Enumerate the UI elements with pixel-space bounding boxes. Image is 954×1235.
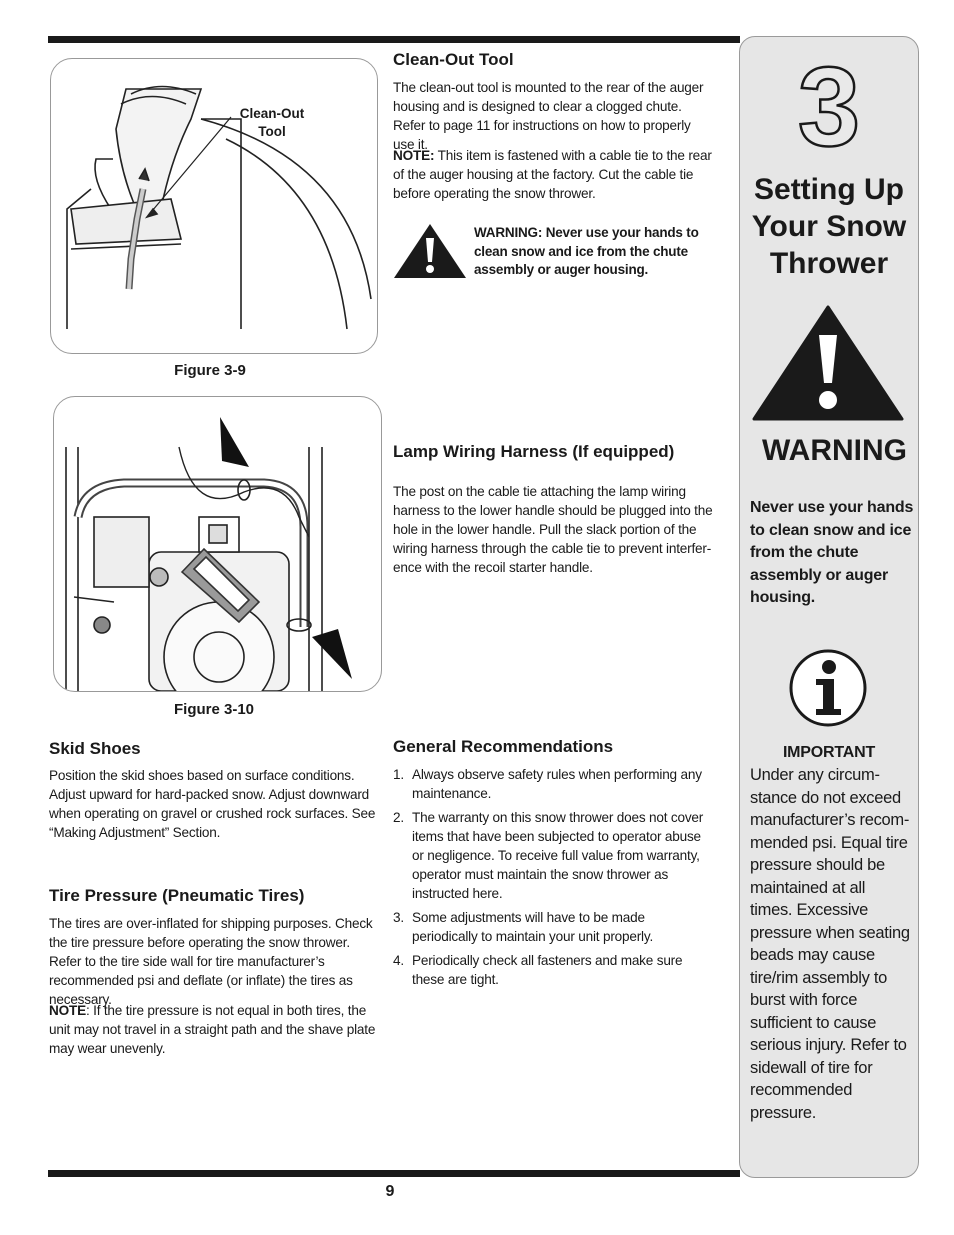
list-item-text: Periodically check all fasteners and make sure these are tight. xyxy=(412,953,683,987)
lamp-body: The post on the cable tie attaching the lamp wiring harness to the lower handle should be plugged into the hole in the lower handle. Pull the slack portion of the wiring harness through the cable tie to prevent interfer-ence with the recoil starter handle. xyxy=(393,484,713,575)
warning-triangle-large-icon xyxy=(752,305,904,421)
figure-3-9-callout: Clean-Out Tool xyxy=(239,106,305,139)
list-item xyxy=(393,765,713,803)
list-item-number: 1. xyxy=(393,767,404,782)
list-item xyxy=(393,951,713,989)
tire-note-label: NOTE xyxy=(49,1003,86,1018)
list-item-text: The warranty on this snow thrower does not cover items that have been subjected to operator abuse or negligence. To receive full value from warranty, operator must maintain the snow thrower as instructed here. xyxy=(412,810,704,901)
list-item xyxy=(393,808,713,903)
chapter-title: Setting Up Your Snow Thrower xyxy=(751,173,907,280)
info-icon xyxy=(788,648,868,728)
tire-body: The tires are over-inflated for shipping purposes. Check the tire pressure before operating the snow thrower. Refer to the tire side wall for tire manufacturer’s recommended psi and deflate (or inflate) the tires as necessary. xyxy=(49,916,373,1007)
skid-title: Skid Shoes xyxy=(49,739,141,758)
list-item-text: Some adjustments will have to be made periodically to maintain your unit properly. xyxy=(412,910,654,944)
chapter-number: 3 xyxy=(797,44,861,169)
top-rule xyxy=(48,36,740,43)
lamp-harness-illustration xyxy=(54,397,381,691)
clean-out-title: Clean-Out Tool xyxy=(393,50,514,69)
figure-3-9-frame xyxy=(50,58,378,354)
lamp-title: Lamp Wiring Harness (If equipped) xyxy=(393,442,675,461)
clean-out-note-text: This item is fastened with a cable tie to the rear of the auger housing at the factory. Cut the cable tie before operating the snow thrower. xyxy=(393,148,712,201)
skid-body: Position the skid shoes based on surface conditions. Adjust upward for hard-packed snow. Adjust downward when operating on gravel or crushed rock surfaces. See “Making Adjustment” Section. xyxy=(49,768,376,840)
list-item-number: 2. xyxy=(393,810,404,825)
general-list xyxy=(393,765,713,994)
tire-note-text: : If the tire pressure is not equal in both tires, the unit may not travel in a straight path and the shave plate may wear unevenly. xyxy=(49,1003,376,1056)
clean-out-tool-illustration xyxy=(51,59,377,353)
figure-3-9-caption: Figure 3-9 xyxy=(174,362,246,379)
clean-out-warning: WARNING: Never use your hands to clean snow and ice from the chute assembly or auger housing. xyxy=(474,225,699,277)
bottom-rule xyxy=(48,1170,740,1177)
warning-triangle-icon xyxy=(392,222,468,280)
list-item-number: 4. xyxy=(393,953,404,968)
general-title: General Recommendations xyxy=(393,737,614,756)
figure-3-10-caption: Figure 3-10 xyxy=(173,701,255,718)
important-text: Under any circum-stance do not exceed manufacturer’s recom-mended psi. Equal tire pressure should be maintained at all times. Excessive pressure when seating beads may cause tire/rim assembly to burst with force sufficient to cause serious injury. Refer to sidewall of tire for recommended pressure. xyxy=(750,766,910,1122)
list-item xyxy=(393,908,713,946)
list-item-text: Always observe safety rules when performing any maintenance. xyxy=(412,767,702,801)
tire-note xyxy=(49,1001,381,1058)
clean-out-note-label: NOTE: xyxy=(393,148,435,163)
clean-out-note xyxy=(393,146,713,203)
list-item-number: 3. xyxy=(393,910,404,925)
important-label: IMPORTANT xyxy=(782,744,876,761)
sidebar-warning-text: Never use your hands to clean snow and ice from the chute assembly or auger housing. xyxy=(750,499,914,606)
warning-heading: WARNING xyxy=(762,434,907,467)
page-number: 9 xyxy=(385,1183,395,1200)
figure-3-10-frame xyxy=(53,396,382,692)
clean-out-body: The clean-out tool is mounted to the rear of the auger housing and is designed to clear a clogged chute. Refer to page 11 for instructions on how to properly use it. xyxy=(393,80,704,152)
tire-title: Tire Pressure (Pneumatic Tires) xyxy=(49,886,305,905)
